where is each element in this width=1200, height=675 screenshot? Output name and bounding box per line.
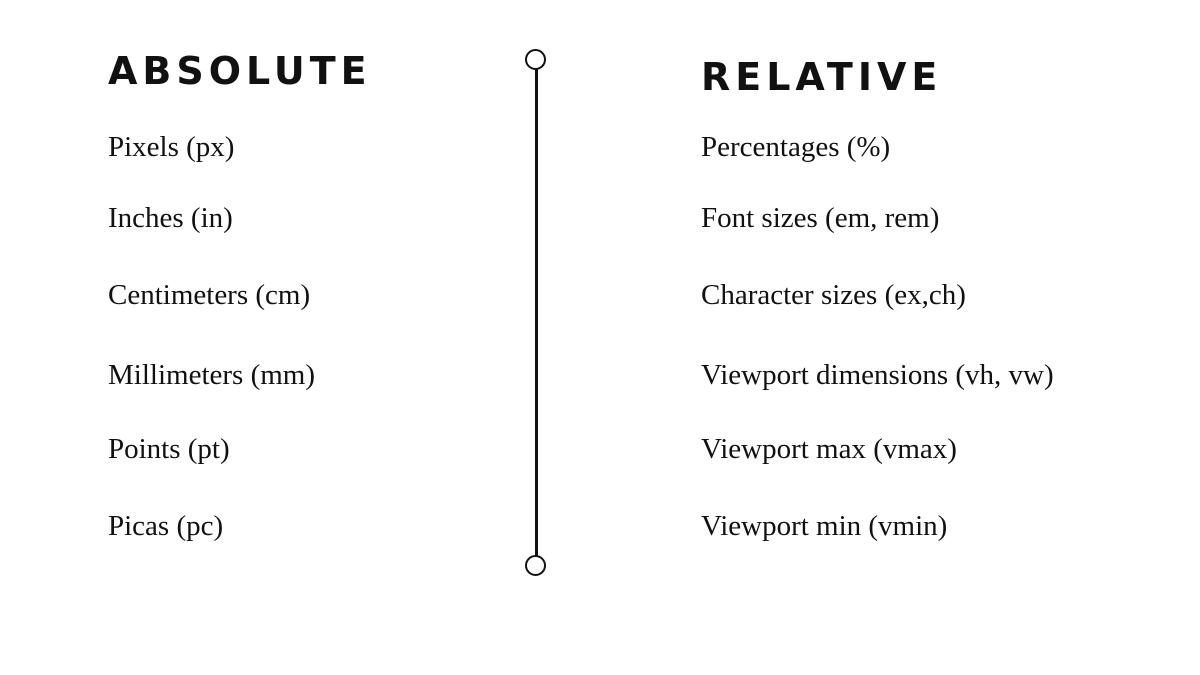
absolute-item-points: Points (pt) [108, 433, 230, 465]
relative-item-viewport-dimensions: Viewport dimensions (vh, vw) [701, 359, 1054, 391]
column-divider [525, 49, 547, 577]
relative-item-percentages: Percentages (%) [701, 131, 891, 163]
absolute-item-picas: Picas (pc) [108, 510, 224, 542]
divider-bottom-circle-icon [525, 555, 546, 576]
absolute-item-centimeters: Centimeters (cm) [108, 279, 311, 311]
relative-item-viewport-min: Viewport min (vmin) [701, 510, 948, 542]
divider-top-circle-icon [525, 49, 546, 70]
absolute-item-pixels: Pixels (px) [108, 131, 235, 163]
relative-heading: RELATIVE [701, 55, 943, 99]
divider-line [535, 69, 538, 557]
relative-item-viewport-max: Viewport max (vmax) [701, 433, 957, 465]
relative-item-font-sizes: Font sizes (em, rem) [701, 202, 940, 234]
absolute-heading: ABSOLUTE [108, 49, 372, 93]
absolute-item-millimeters: Millimeters (mm) [108, 359, 315, 391]
relative-item-character-sizes: Character sizes (ex,ch) [701, 279, 966, 311]
absolute-item-inches: Inches (in) [108, 202, 233, 234]
